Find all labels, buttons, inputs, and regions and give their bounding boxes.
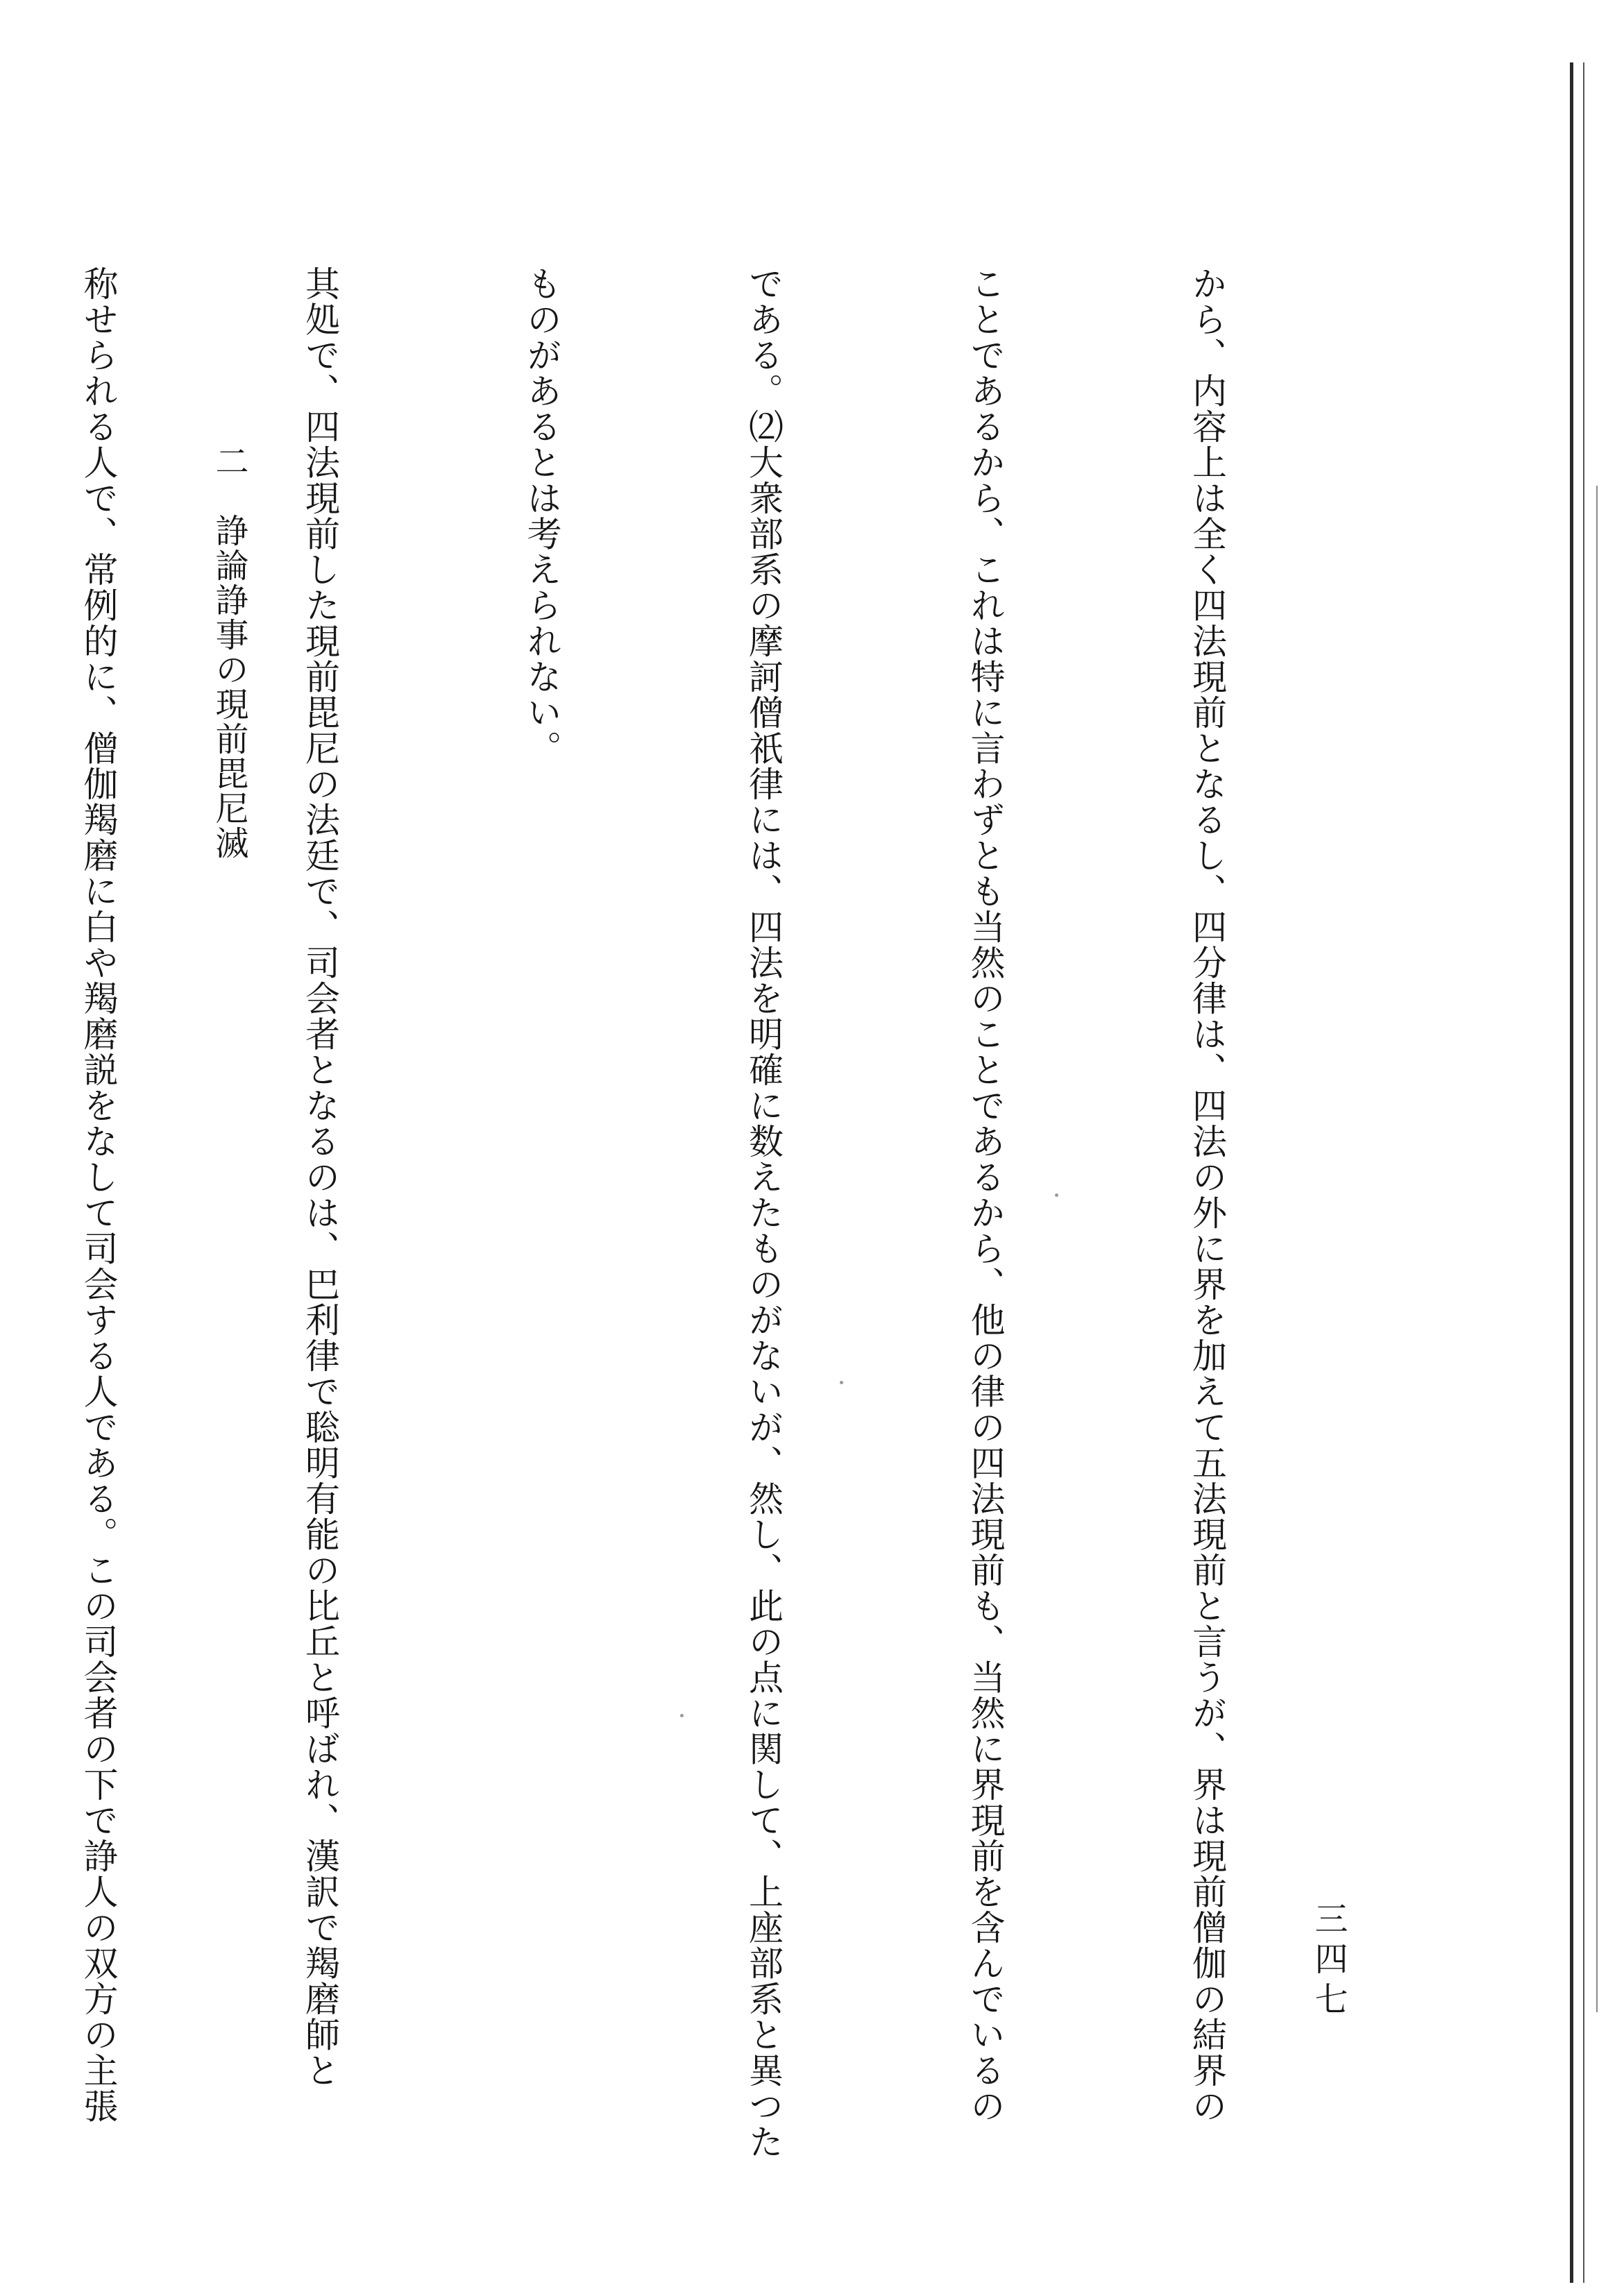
page-shadow-line xyxy=(1596,486,1598,2012)
text-line: 其処で、四法現前した現前毘尼の法廷で、司会者となるのは、巴利律で聡明有能の比丘と呼ばれ、漢訳で羯磨師と xyxy=(300,266,340,2089)
scan-speck xyxy=(1055,1193,1058,1197)
scan-speck xyxy=(840,1381,843,1384)
text-line: から、内容上は全く四法現前となるし、四分律は、四法の外に界を加えて五法現前と言うが、界は現前僧伽の結界の xyxy=(1187,266,1227,2124)
page-binding-edge xyxy=(1570,62,1584,2283)
page-number: 三四七 xyxy=(1309,1901,1348,2022)
text-line: 称せられる人で、常例的に、僧伽羯磨に白や羯磨説をなして司会する人である。この司会者の下で諍人の双方の主張 xyxy=(78,266,119,2124)
running-head: 二 諍論諍事の現前毘尼滅 xyxy=(210,444,248,860)
scan-speck xyxy=(680,1714,684,1717)
text-line: である。⑵大衆部系の摩訶僧祇律には、四法を明確に数えたものがないが、然し、此の点に関して、上座部系と異つた xyxy=(743,266,784,2160)
text-line: ものがあるとは考えられない。 xyxy=(521,266,562,766)
text-line: ことであるから、これは特に言わずとも当然のことであるから、他の律の四法現前も、当然に界現前を含んでいるの xyxy=(965,266,1006,2124)
